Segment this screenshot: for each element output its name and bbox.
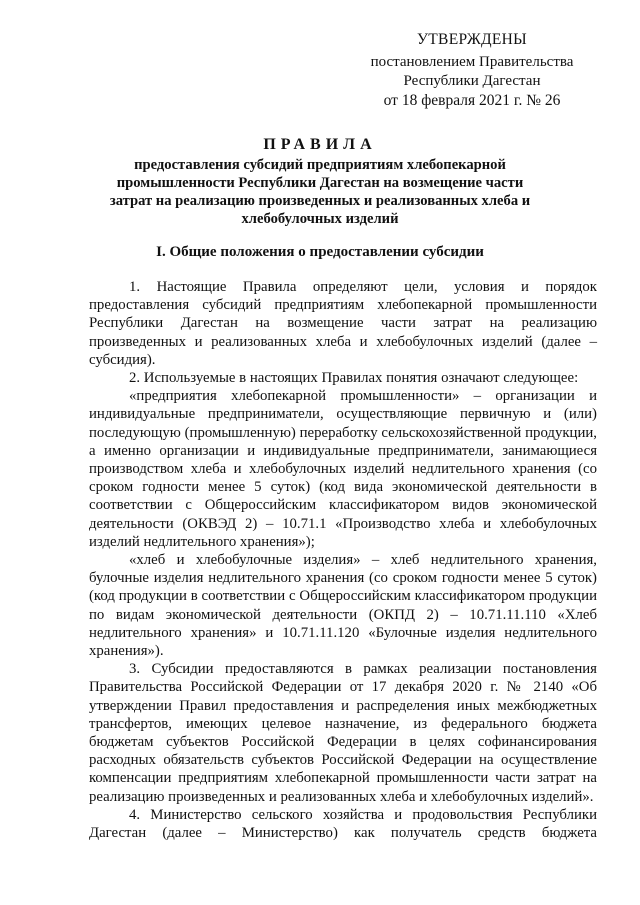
approval-title: УТВЕРЖДЕНЫ	[417, 31, 527, 48]
paragraph-1: 1. Настоящие Правила определяют цели, условия и порядок предоставления субсидий предприятиям хлебопекарной промышленности Республики Дагестан на возмещение части затрат на реализацию произведенных и реализованных хлеба и хлебобулочных изделий (далее – субсидия).	[89, 279, 597, 368]
document-body	[89, 278, 597, 842]
paragraph-4: 4. Министерство сельского хозяйства и продовольствия Республики Дагестан (далее – Министерство) как получатель средств бюджета	[89, 806, 597, 842]
section-heading: I. Общие положения о предоставлении субсидии	[156, 244, 484, 260]
document-title: ПРАВИЛА	[263, 136, 377, 153]
approval-stamp	[342, 30, 602, 110]
approval-line-1: постановлением Правительства	[370, 54, 574, 70]
approval-date: от 18 февраля 2021 г. № 26	[383, 92, 561, 109]
paragraph-2: 2. Используемые в настоящих Правилах понятия означают следующее:	[129, 370, 579, 387]
approval-line-2: Республики Дагестан	[403, 73, 541, 89]
document-subtitle: предоставления субсидий предприятиям хлебопекарной промышленности Республики Дагестан на возмещение части затрат на реализацию произведенных и реализованных хлеба и хлебобулочных изделий	[109, 157, 531, 227]
paragraph-3: 3. Субсидии предоставляются в рамках реализации постановления Правительства Российской Федерации от 17 декабря 2020 г. № 2140 «Об утверждении Правил предоставления и распределения иных межбюджетных трансфертов, имеющих целевое назначение, из федерального бюджета бюджетам субъектов Российской Федерации в целях софинансирования расходных обязательств субъектов Российской Федерации на осуществление компенсации предприятиям хлебопекарной промышленности части затрат на реализацию произведенных и реализованных хлеба и хлебобулочных изделий».	[89, 661, 597, 805]
paragraph-definition-1: «предприятия хлебопекарной промышленности» – организации и индивидуальные предприниматели, осуществляющие первичную и (или) последующую (промышленную) переработку сельскохозяйственной продукции, а именно организации и индивидуальные предприниматели, занимающиеся производством хлеба и хлебобулочных изделий недлительного хранения (со сроком годности менее 5 суток) (код вида экономической деятельности в соответствии с Общероссийским классификатором видов экономической деятельности (ОКВЭД 2) – 10.71.1 «Производство хлеба и хлебобулочных изделий недлительного хранения»);	[89, 388, 597, 550]
paragraph-definition-2: «хлеб и хлебобулочные изделия» – хлеб недлительного хранения, булочные изделия недлительного хранения (со сроком годности менее 5 суток) (код продукции в соответствии с Общероссийским классификатором продукции по видам экономической деятельности (ОКПД 2) – 10.71.11.110 «Хлеб недлительного хранения» и 10.71.11.120 «Булочные изделия недлительного хранения»).	[89, 552, 597, 660]
